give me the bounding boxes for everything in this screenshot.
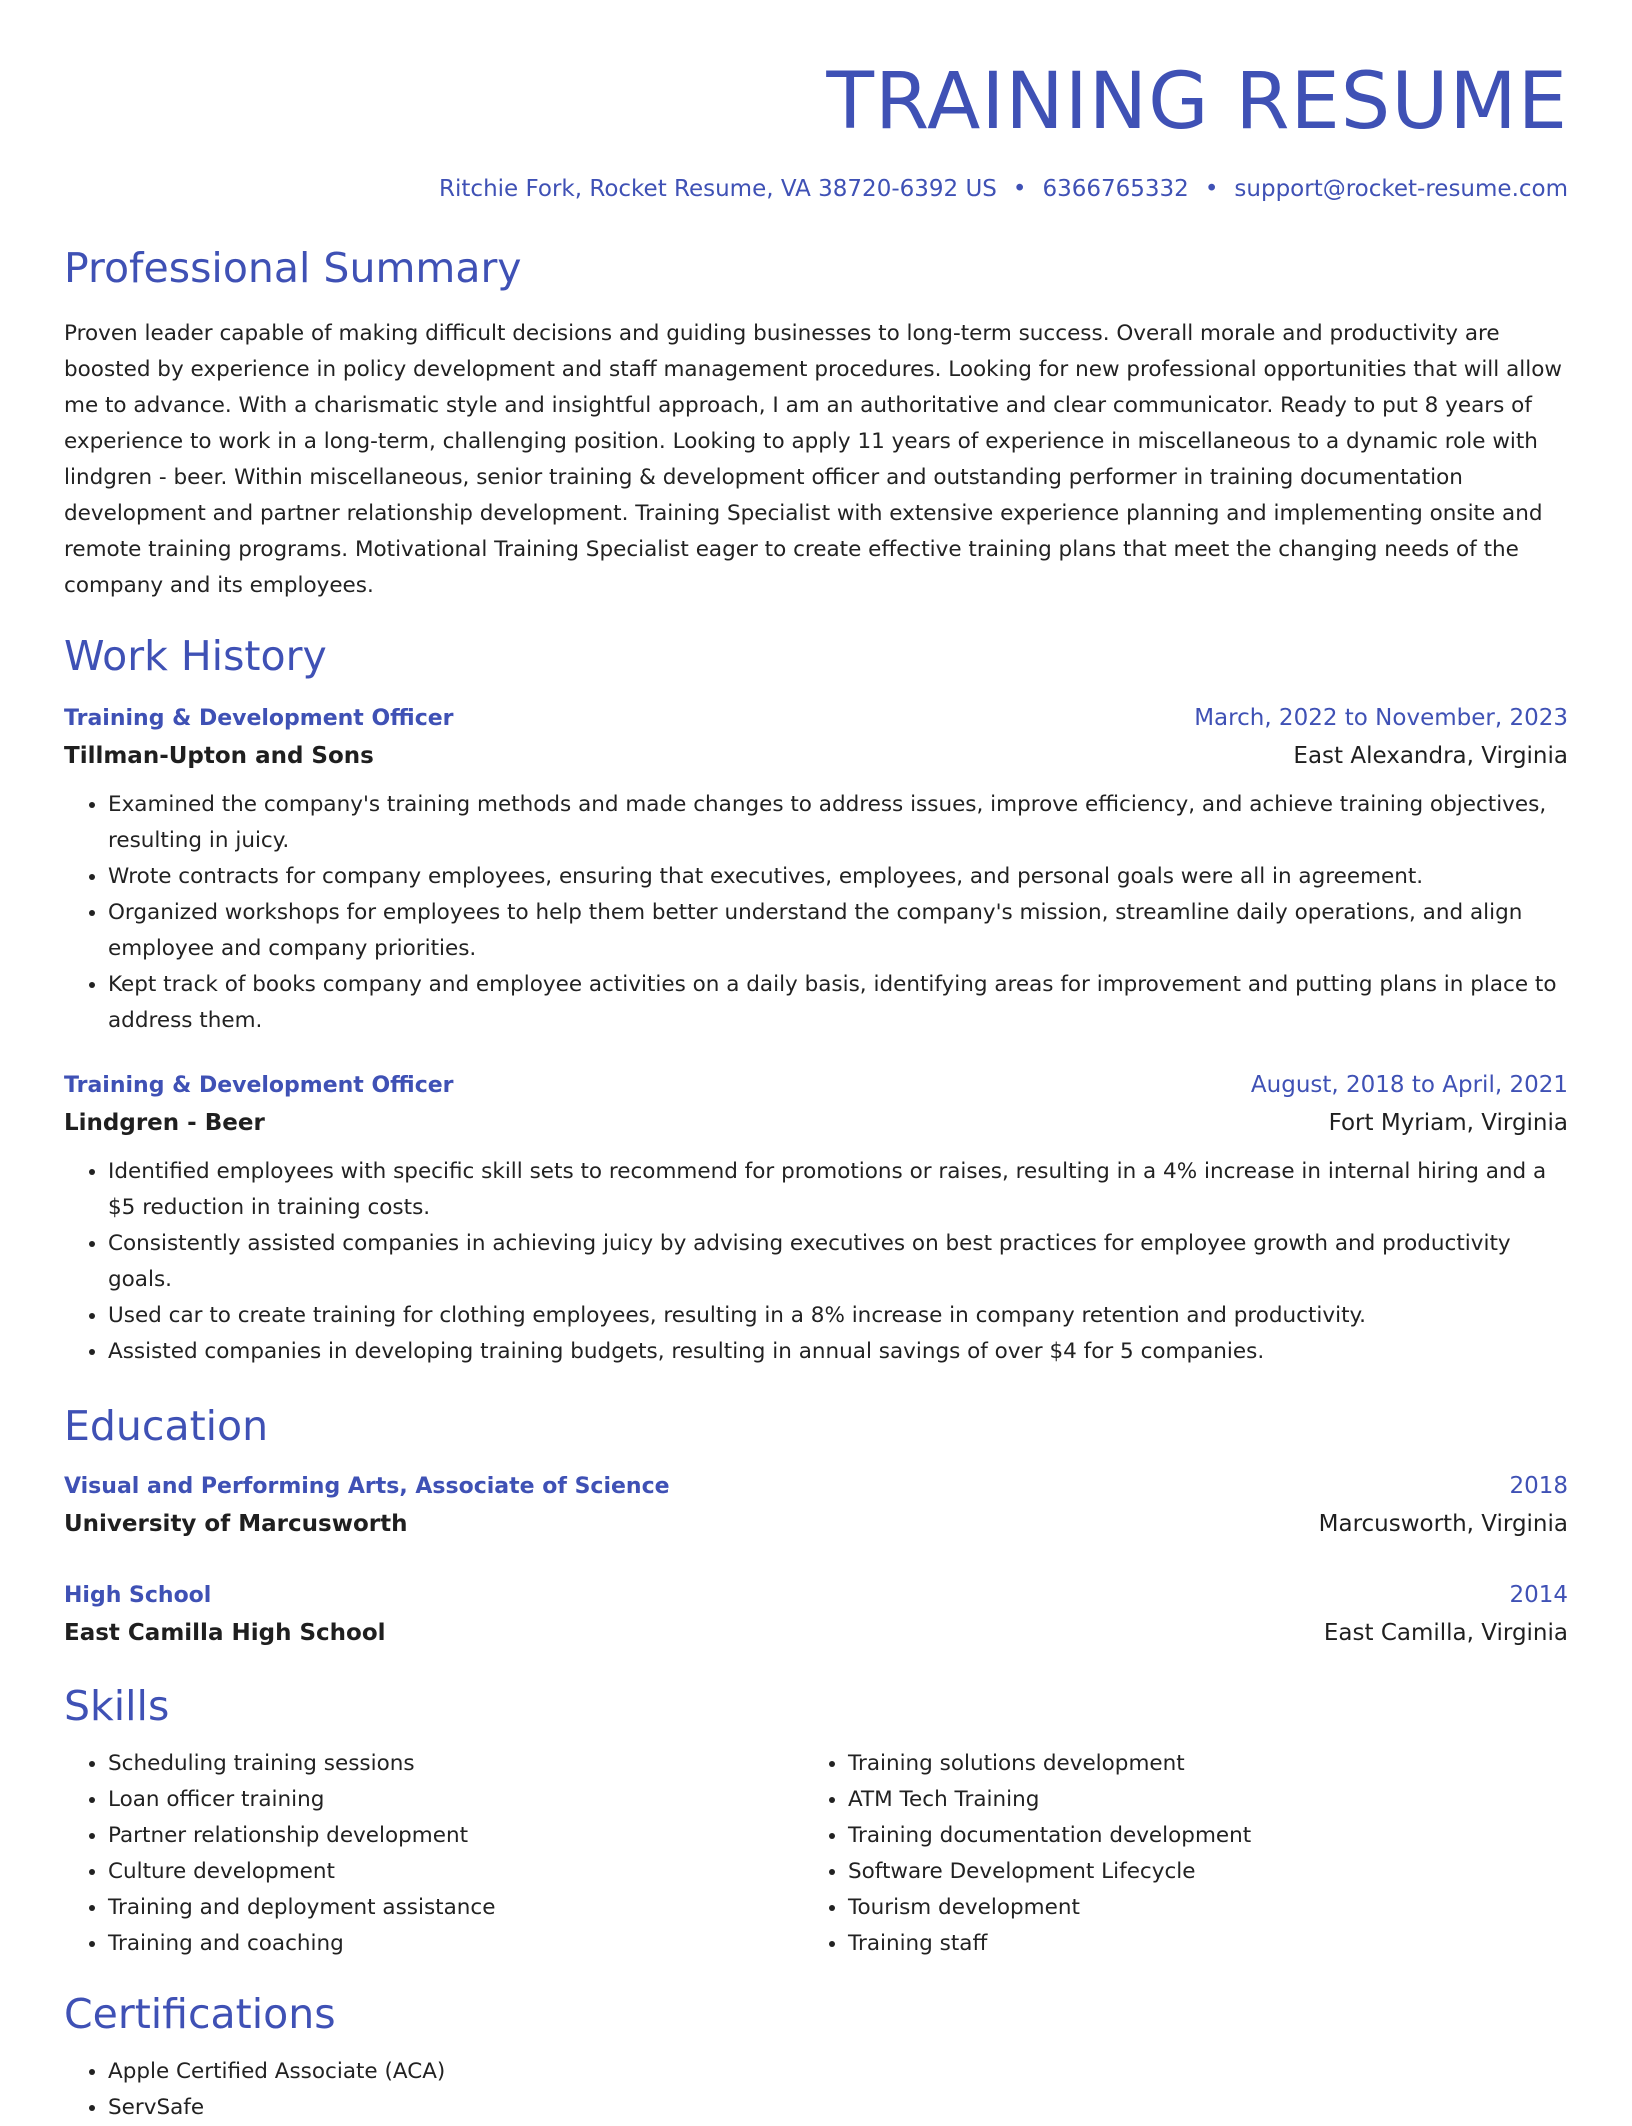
skill-item: • Software Development Lifecycle: [848, 1854, 1544, 1890]
contact-email: support@rocket-resume.com: [1234, 176, 1568, 202]
skills-list: [64, 1746, 804, 1962]
education-heading: Education: [64, 1402, 269, 1450]
skill-item: • Tourism development: [848, 1890, 1544, 1926]
skill-item: • Training and deployment assistance: [108, 1890, 804, 1926]
job-company: Tillman-Upton and Sons: [64, 743, 374, 769]
job-entry: [64, 700, 1568, 1039]
certification-item: • ServSafe: [108, 2090, 1568, 2126]
skills-list: [804, 1746, 1544, 1962]
resume-title: TRAINING RESUME: [826, 57, 1568, 147]
skill-item: • ATM Tech Training: [848, 1782, 1544, 1818]
job-bullet: • Examined the company's training methods and made changes to address issues, improve efficiency, and achieve training objectives, resulting in juicy.: [108, 787, 1568, 859]
certification-item: • Apple Certified Associate (ACA): [108, 2054, 1568, 2090]
job-dates: August, 2018 to April, 2021: [1250, 1072, 1568, 1098]
education-degree: High School: [64, 1583, 212, 1608]
job-dates: March, 2022 to November, 2023: [1194, 705, 1568, 731]
job-title: Training & Development Officer: [64, 1073, 454, 1098]
contact-separator: •: [1012, 176, 1027, 202]
job-bullet: • Organized workshops for employees to help them better understand the company's mission, streamline daily operations, and align employee and company priorities.: [108, 895, 1568, 967]
certification-bullets: [64, 2054, 1568, 2126]
skill-item: • Training documentation development: [848, 1818, 1544, 1854]
skill-item: • Culture development: [108, 1854, 804, 1890]
education-year: 2018: [1509, 1473, 1568, 1499]
work-history-heading: Work History: [64, 632, 327, 680]
skills-heading: Skills: [64, 1682, 170, 1730]
skill-item: • Partner relationship development: [108, 1818, 804, 1854]
education-school: University of Marcusworth: [64, 1511, 408, 1537]
education-location: Marcusworth, Virginia: [1318, 1511, 1568, 1537]
skill-item: • Scheduling training sessions: [108, 1746, 804, 1782]
education-year: 2014: [1509, 1582, 1568, 1608]
skills-grid: [64, 1746, 1568, 1962]
contact-separator: •: [1204, 176, 1219, 202]
job-bullet: • Consistently assisted companies in achieving juicy by advising executives on best practices for employee growth and productivity goals.: [108, 1226, 1568, 1298]
job-bullets: [64, 1154, 1568, 1370]
job-bullet: • Identified employees with specific skill sets to recommend for promotions or raises, resulting in a 4% increase in internal hiring and a $5 reduction in training costs.: [108, 1154, 1568, 1226]
education-entry: [64, 1577, 1568, 1652]
education-school: East Camilla High School: [64, 1620, 386, 1646]
contact-phone: 6366765332: [1042, 176, 1189, 202]
job-location: Fort Myriam, Virginia: [1328, 1110, 1568, 1136]
skill-item: • Training solutions development: [848, 1746, 1544, 1782]
education-degree: Visual and Performing Arts, Associate of Science: [64, 1474, 670, 1499]
skill-item: • Loan officer training: [108, 1782, 804, 1818]
job-company: Lindgren - Beer: [64, 1110, 265, 1136]
skill-item: • Training staff: [848, 1926, 1544, 1962]
education-entry: [64, 1468, 1568, 1543]
job-bullets: [64, 787, 1568, 1039]
skills-column-right: [804, 1746, 1544, 1962]
certifications-heading: Certifications: [64, 1990, 336, 2038]
job-bullet: • Used car to create training for clothing employees, resulting in a 8% increase in company retention and productivity.: [108, 1298, 1568, 1334]
certifications-list: [64, 2054, 1568, 2126]
job-title: Training & Development Officer: [64, 706, 454, 731]
skill-item: • Training and coaching: [108, 1926, 804, 1962]
job-bullet: • Kept track of books company and employee activities on a daily basis, identifying areas for improvement and putting plans in place to address them.: [108, 967, 1568, 1039]
contact-line: [64, 174, 1568, 204]
contact-address: Ritchie Fork, Rocket Resume, VA 38720-6392 US: [439, 176, 997, 202]
job-bullet: • Assisted companies in developing training budgets, resulting in annual savings of over $4 for 5 companies.: [108, 1334, 1568, 1370]
summary-text: Proven leader capable of making difficult decisions and guiding businesses to long-term success. Overall morale and productivity are boosted by experience in policy development and staff management procedures. Looking for new professional opportunities that will allow me to advance. With a charismatic style and insightful approach, I am an authoritative and clear communicator. Ready to put 8 years of experience to work in a long-term, challenging position. Looking to apply 11 years of experience in miscellaneous to a dynamic role with lindgren - beer. Within miscellaneous, senior training & development officer and outstanding performer in training documentation development and partner relationship development. Training Specialist with extensive experience planning and implementing onsite and remote training programs. Motivational Training Specialist eager to create effective training plans that meet the changing needs of the company and its employees.: [64, 321, 1562, 598]
job-entry: [64, 1067, 1568, 1370]
education-location: East Camilla, Virginia: [1323, 1620, 1568, 1646]
summary-heading: Professional Summary: [64, 244, 522, 292]
job-location: East Alexandra, Virginia: [1293, 743, 1568, 769]
job-bullet: • Wrote contracts for company employees, ensuring that executives, employees, and personal goals were all in agreement.: [108, 859, 1568, 895]
skills-column-left: [64, 1746, 804, 1962]
